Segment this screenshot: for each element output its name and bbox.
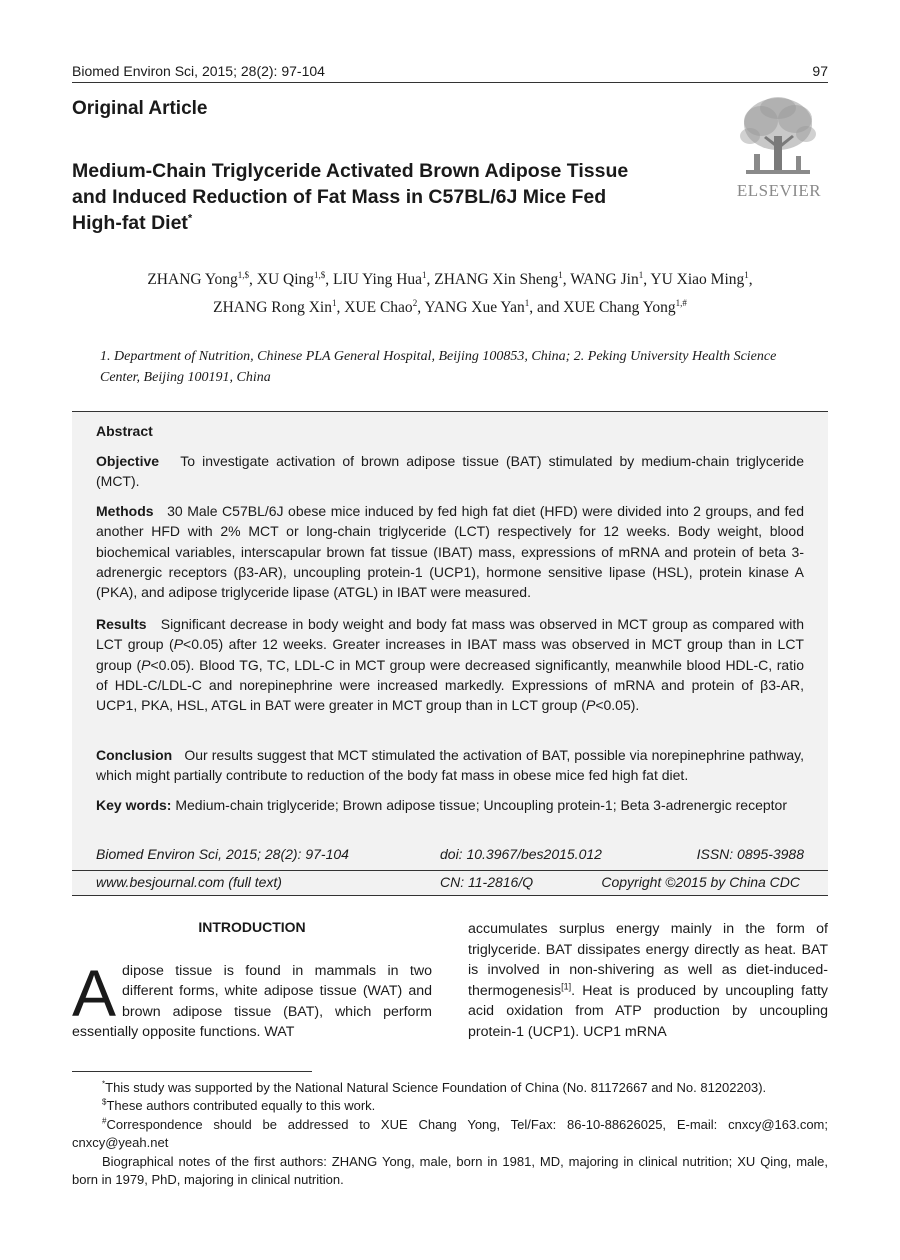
results-text-3: <0.05). Blood TG, TC, LDL-C in MCT group were decreased significantly, meanwhile blood HDL-C, ratio of HDL-C/LDL-C and norepinephrine were increased markedly. Expressions of mRNA and protein of β3-AR, UCP1, PKA, HSL, ATGL in BAT were greater in MCT group than in LCT group ( (96, 656, 804, 714)
p-value-symbol: P (173, 636, 184, 653)
abstract-objective (96, 451, 804, 492)
abstract-keywords (96, 795, 804, 815)
introduction-heading: INTRODUCTION (198, 919, 306, 935)
intro-text-right-2: . Heat is produced by uncoupling fatty acid oxidation from ATP production by uncoupling protein-1 (UCP1). UCP1 mRNA (468, 982, 828, 1040)
author-affiliation-mark: 1 (331, 297, 337, 308)
objective-label: Objective (96, 453, 160, 469)
footnote-divider (72, 1071, 312, 1072)
footnote-equal-contribution (72, 1097, 828, 1115)
author-separator: , (336, 299, 345, 316)
author-list (80, 266, 820, 322)
journal-citation-header: Biomed Environ Sci, 2015; 28(2): 97-104 (72, 63, 325, 79)
author-separator: , (249, 271, 257, 288)
author-separator: , (562, 271, 571, 288)
author-affiliation-mark: 2 (412, 297, 418, 308)
article-title (72, 158, 632, 236)
affiliations: 1. Department of Nutrition, Chinese PLA General Hospital, Beijing 100853, China; 2. Peking University Health Science Center, Beijing 100191, China (100, 349, 777, 385)
author-name: LIU Ying Hua (333, 271, 423, 288)
abstract-box (72, 411, 828, 896)
methods-text: 30 Male C57BL/6J obese mice induced by fed high fat diet (HFD) were divided into 2 groups, and fed another HFD with 2% MCT or long-chain triglyceride (LCT) respectively for 12 weeks. Body weight, blood biochemical variables, interscapular brown fat tissue (IBAT) mass, expressions of mRNA and protein of beta 3-adrenergic receptors (β3-AR), uncoupling protein-1 (UCP1), hormone sensitive lipase (HSL), protein kinase A (PKA), and adipose triglyceride lipase (ATGL) in IBAT were measured. (96, 503, 804, 601)
author-affiliation-mark: 1,# (675, 297, 687, 308)
author-name: ZHANG Rong Xin (213, 299, 332, 316)
footnote-text: Correspondence should be addressed to XUE Chang Yong, Tel/Fax: 86-10-88626025, E-mail: cnxcy@163.com; cnxcy@yeah.net (72, 1116, 828, 1151)
footnotes (72, 1079, 828, 1189)
author-name: ZHANG Yong (147, 271, 238, 288)
results-label: Results (96, 616, 147, 632)
author-separator: , (426, 271, 435, 288)
tree-icon (728, 94, 828, 184)
results-text-4: <0.05). (595, 697, 640, 714)
author-affiliation-mark: 1 (638, 269, 644, 280)
running-header (72, 63, 828, 83)
abstract-methods (96, 501, 804, 602)
footnote-text: These authors contributed equally to this work. (106, 1098, 376, 1114)
author-name: WANG Jin (570, 271, 639, 288)
title-footnote-mark: * (187, 212, 193, 225)
footnote-mark: * (102, 1079, 106, 1089)
author-name: ZHANG Xin Sheng (434, 271, 559, 288)
author-separator: , (417, 299, 425, 316)
objective-text: To investigate activation of brown adipose tissue (BAT) stimulated by medium-chain triglyceride (MCT). (96, 453, 805, 490)
drop-cap: A (72, 956, 117, 1030)
author-affiliation-mark: 1 (422, 269, 427, 280)
conclusion-label: Conclusion (96, 747, 173, 763)
author-name: XUE Chao (344, 299, 413, 316)
footnote-mark: # (102, 1116, 107, 1126)
author-separator: , (643, 271, 651, 288)
author-affiliation-mark: 1 (524, 297, 530, 308)
author-separator: , (325, 271, 334, 288)
publisher-logo (728, 94, 828, 204)
author-name: XU Qing (256, 271, 315, 288)
abstract-heading: Abstract (96, 423, 153, 439)
intro-text-left: dipose tissue is found in mammals in two different forms, white adipose tissue (WAT) and brown adipose tissue (BAT), which perform essentially opposite functions. WAT (72, 963, 432, 1041)
page-number: 97 (812, 63, 828, 79)
citation-divider (72, 870, 828, 871)
citation-copyright: Copyright ©2015 by China CDC (601, 874, 800, 890)
citation-cn: CN: 11-2816/Q (440, 874, 534, 890)
article-title-text: Medium-Chain Triglyceride Activated Brown Adipose Tissue and Induced Reduction of Fat Mass in C57BL/6J Mice Fed High-fat Diet (72, 160, 629, 234)
body-column-right (468, 919, 828, 1042)
footnote-text: Biographical notes of the first authors: ZHANG Yong, male, born in 1981, MD, majoring in clinical nutrition; XU Qing, male, born in 1979, PhD, majoring in clinical nutrition. (72, 1153, 828, 1188)
author-affiliation-mark: 1,$ (237, 269, 250, 280)
footnote-text: This study was supported by the National Natural Science Foundation of China (No. 81172667 and No. 81202203). (105, 1080, 767, 1095)
footnote-funding (72, 1079, 828, 1097)
footnote-biographical (72, 1153, 828, 1190)
results-text-2: <0.05) after 12 weeks. Greater increases in IBAT mass was observed in MCT group than in LCT group ( (96, 636, 804, 673)
citation-website[interactable]: www.besjournal.com (full text) (96, 874, 282, 890)
intro-text-right-1: accumulates surplus energy mainly in the form of triglyceride. BAT dissipates energy directly as heat. BAT is involved in non-shivering as well as diet-induced-thermogenesis (468, 921, 828, 999)
conclusion-text: Our results suggest that MCT stimulated the activation of BAT, possible via norepinephrine pathway, which might partially contribute to reduction of the body fat mass in obese mice fed high fat diet. (96, 747, 805, 784)
keywords-text: Medium-chain triglyceride; Brown adipose tissue; Uncoupling protein-1; Beta 3-adrenergic receptor (175, 797, 788, 813)
abstract-conclusion (96, 745, 804, 786)
body-column-left (72, 956, 432, 1043)
author-name: YU Xiao Ming (650, 271, 745, 288)
author-separator: , and (529, 299, 564, 316)
results-text-1: Significant decrease in body weight and body fat mass was observed in MCT group as compared with LCT group ( (96, 616, 805, 653)
citation-journal: Biomed Environ Sci, 2015; 28(2): 97-104 (96, 846, 349, 862)
author-affiliation-mark: 1 (558, 269, 563, 280)
reference-citation[interactable]: [1] (561, 980, 572, 991)
publisher-logo-text: ELSEVIER (736, 181, 822, 200)
p-value-symbol: P (141, 656, 151, 673)
author-name: XUE Chang Yong (563, 299, 676, 316)
citation-issn: ISSN: 0895-3988 (696, 846, 804, 862)
abstract-results (96, 614, 804, 715)
p-value-symbol: P (585, 697, 596, 714)
keywords-label: Key words: (96, 797, 172, 813)
article-type: Original Article (72, 98, 208, 119)
methods-label: Methods (96, 503, 154, 519)
author-line-1 (80, 266, 820, 294)
footnote-correspondence (72, 1116, 828, 1153)
footnote-mark: $ (102, 1098, 107, 1108)
citation-doi[interactable]: doi: 10.3967/bes2015.012 (440, 846, 602, 862)
author-name: YANG Xue Yan (424, 299, 525, 316)
author-separator: , (748, 271, 753, 288)
author-affiliation-mark: 1,$ (314, 269, 326, 280)
author-line-2 (80, 294, 820, 322)
author-affiliation-mark: 1 (744, 269, 749, 280)
